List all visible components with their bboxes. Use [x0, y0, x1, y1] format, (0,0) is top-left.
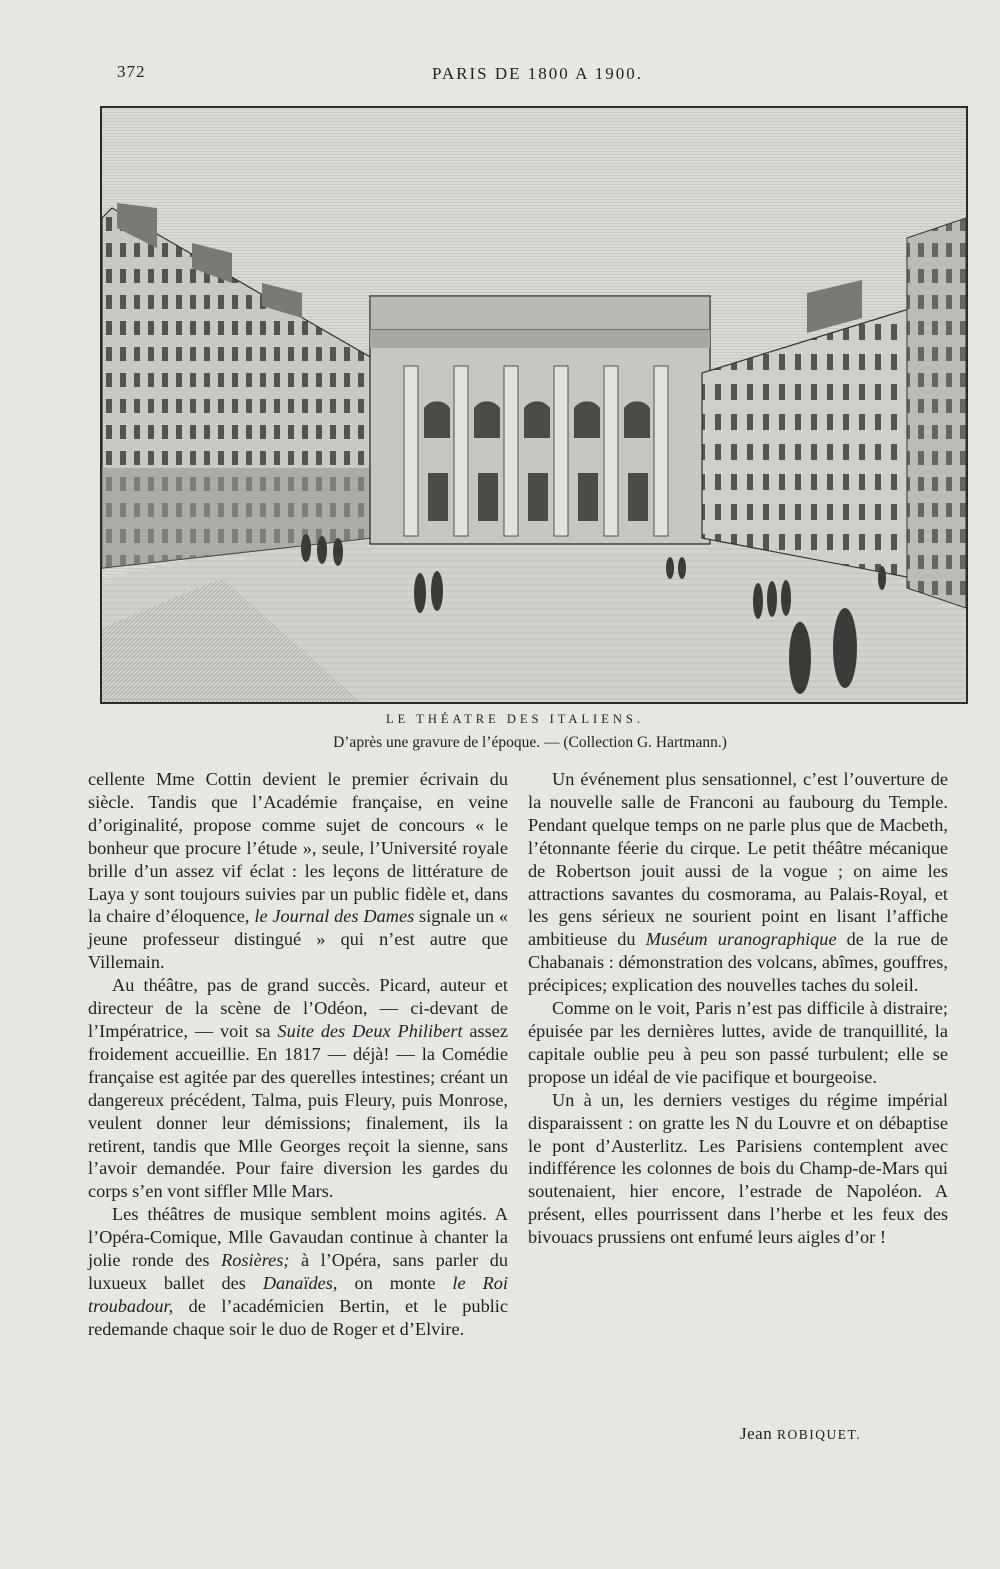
running-title: PARIS DE 1800 A 1900. — [432, 64, 643, 83]
left-column — [88, 768, 508, 1341]
running-header — [0, 62, 1000, 92]
paragraph: Comme on le voit, Paris n’est pas difficile à distraire; épuisée par les dernières luttes, avide de tranquillité, la capitale oublie peu à peu son passé turbulent; elle se propose un idéal de vie pacifique et bourgeoise. — [528, 998, 948, 1087]
paragraph: Un à un, les derniers vestiges du régime impérial disparaissent : on gratte les N du Louvre et on débaptise le pont d’Austerlitz. Les Parisiens contemplent avec indifférence les colonnes de bois du Champ-de-Mars qui soutenaient, hier encore, l’estrade de Napoléon. A présent, elles pourrissent dans l’herbe et les feux des bivouacs prussiens ont enfumé leurs aigles d’or ! — [528, 1089, 948, 1248]
paragraph: cellente Mme Cottin devient le premier écrivain du siècle. Tandis que l’Académie française, en veine d’originalité, propose comme sujet de concours « le bonheur que procure l’étude », seule, l’Université royale brille d’un assez vif éclat : les leçons de littérature de Laya y sont toujours suivies par un public fidèle et, dans la chaire d’éloquence, le Journal des Dames signale un « jeune professeur distingué » qui n’est autre que Villemain. — [88, 769, 509, 973]
engraving-illustration — [100, 106, 968, 704]
figure-caption-title: LE THÉATRE DES ITALIENS. — [386, 712, 644, 726]
figure-caption-credit: D’après une gravure de l’époque. — (Collection G. Hartmann.) — [333, 734, 727, 751]
paragraph: Au théâtre, pas de grand succès. Picard, auteur et directeur de la scène de l’Odéon, — ci-devant de l’Impératrice, — voit sa Suite des Deux Philibert assez froidement accueillie. En 1817 — déjà! — la Comédie française est agitée par des querelles intestines; créant un dangereux précédent, Talma, puis Fleury, puis Monrose, veulent donner leur démissions; finalement, ils la retirent, tandis que Mlle Georges reçoit la sienne, sans l’avoir demandée. Pour faire diversion les gardes du corps s’en vont siffler Mlle Mars. — [88, 975, 508, 1202]
paragraph: Un événement plus sensationnel, c’est l’ouverture de la nouvelle salle de Franconi au faubourg du Temple. Pendant quelque temps on ne parle plus que de Macbeth, l’étonnante féerie du cirque. Le petit théâtre mécanique de Robertson jouit aussi de la vogue ; on aime les attractions savantes du cosmorama, au Palais-Royal, et les gens sérieux ne sourient point en lisant l’affiche ambitieuse du Muséum uranographique de la rue de Chabanais : démonstration des volcans, abîmes, gouffres, précipices; explication des nouvelles taches du soleil. — [528, 769, 949, 996]
right-column — [528, 768, 948, 1249]
theatre-engraving — [102, 108, 966, 702]
page-number: 372 — [117, 62, 146, 81]
author-signature: Jean ROBIQUET. — [740, 1424, 862, 1443]
paragraph: Les théâtres de musique semblent moins agités. A l’Opéra-Comique, Mlle Gavaudan continue à chanter la jolie ronde des Rosières; à l’Opéra, sans parler du luxueux ballet des Danaïdes, on monte le Roi troubadour, de l’académicien Bertin, et le public redemande chaque soir le duo de Roger et d’Elvire. — [88, 1204, 508, 1339]
